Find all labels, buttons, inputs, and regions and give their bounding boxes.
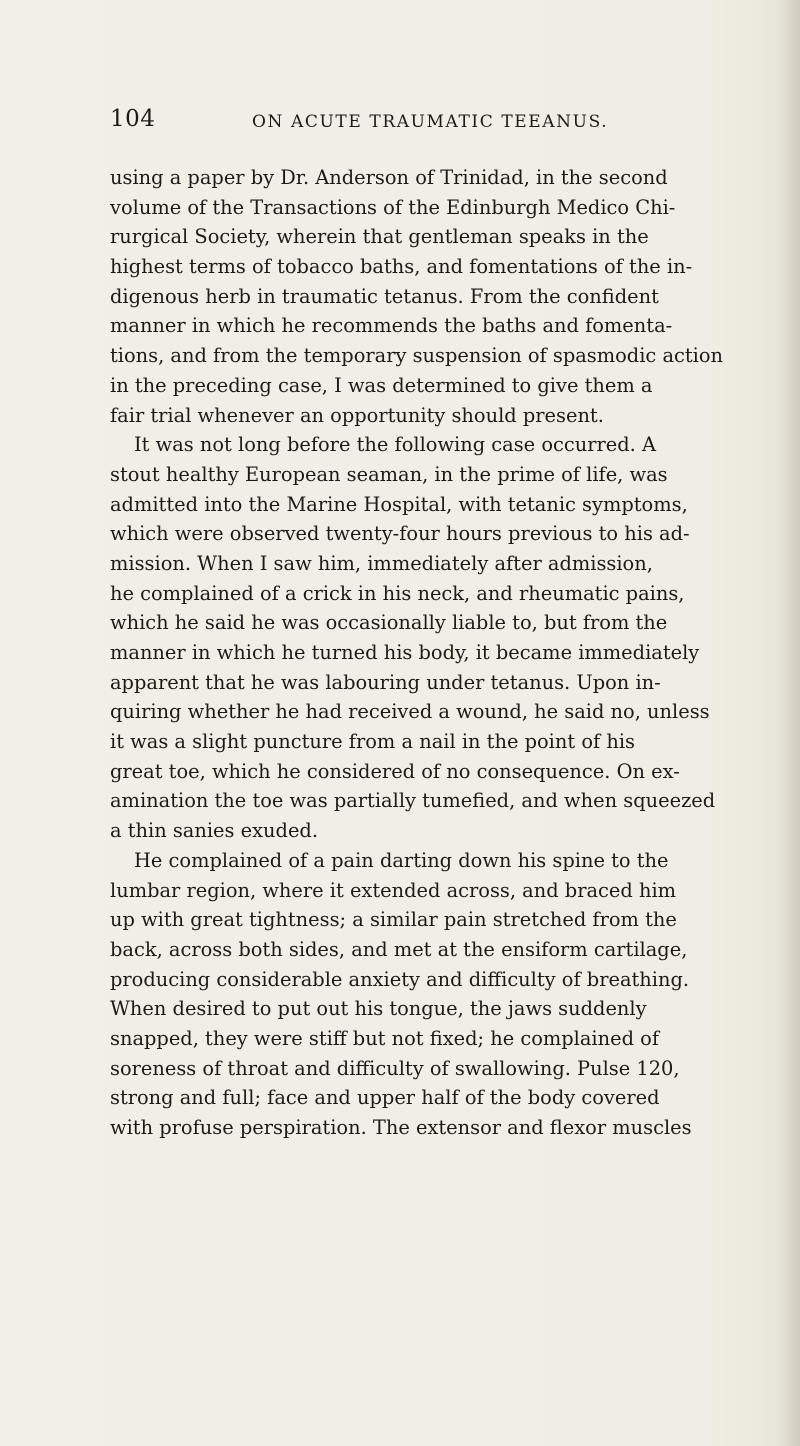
text-line: admitted into the Marine Hospital, with tetanic symptoms, (110, 492, 688, 516)
text-line: digenous herb in traumatic tetanus. From the confident (110, 284, 659, 308)
text-line: with profuse perspiration. The extensor and flexor muscles (110, 1116, 692, 1139)
text-line: strong and full; face and upper half of the body covered (110, 1086, 660, 1110)
text-line: a thin sanies exuded. (110, 819, 319, 843)
text-line: in the preceding case, I was determined to give them a (110, 373, 653, 397)
text-line: When desired to put out his tongue, the jaws suddenly (110, 997, 647, 1021)
text-line: mission. When I saw him, immediately after admission, (110, 551, 653, 575)
text-line: soreness of throat and difficulty of swallowing. Pulse 120, (110, 1056, 680, 1080)
paragraph-first-line: He complained of a pain darting down his spine to the (134, 848, 669, 872)
running-head: ON ACUTE TRAUMATIC TEEANUS. (252, 112, 609, 132)
text-line: apparent that he was labouring under tetanus. Upon in- (110, 670, 661, 694)
text-line: lumbar region, where it extended across, and braced him (110, 878, 677, 902)
text-line: manner in which he recommends the baths and fomenta- (110, 314, 673, 338)
text-line: using a paper by Dr. Anderson of Trinidad, in the second (110, 166, 668, 189)
paragraph-first-line: It was not long before the following case occurred. A (134, 433, 656, 457)
text-line: fair trial whenever an opportunity should present. (110, 403, 604, 427)
text-line: manner in which he turned his body, it became immediately (110, 641, 700, 664)
page-number: 104 (110, 106, 156, 132)
text-line: up with great tightness; a similar pain stretched from the (110, 908, 677, 932)
text-line: tions, and from the temporary suspension of spasmodic action (110, 344, 724, 368)
text-line: he complained of a crick in his neck, and rheumatic pains, (110, 581, 685, 605)
text-line: quiring whether he had received a wound, he said no, unless (110, 700, 710, 724)
text-line: rurgical Society, wherein that gentleman speaks in the (110, 225, 649, 249)
text-line: volume of the Transactions of the Edinburgh Medico Chi- (110, 195, 676, 219)
text-line: snapped, they were stiff but not fixed; he complained of (110, 1026, 660, 1050)
text-line: it was a slight puncture from a nail in the point of his (110, 730, 635, 754)
page-header (0, 106, 800, 146)
body-text (110, 163, 790, 1143)
text-line: highest terms of tobacco baths, and fomentations of the in- (110, 255, 693, 279)
text-line: which were observed twenty-four hours previous to his ad- (110, 522, 690, 546)
text-line: stout healthy European seaman, in the prime of life, was (110, 462, 668, 486)
text-line: which he said he was occasionally liable to, but from the (110, 611, 668, 635)
text-line: great toe, which he considered of no consequence. On ex- (110, 759, 680, 783)
text-line: amination the toe was partially tumefied, and when squeezed (110, 789, 716, 813)
text-line: back, across both sides, and met at the ensiform cartilage, (110, 937, 688, 961)
text-line: producing considerable anxiety and difficulty of breathing. (110, 967, 690, 991)
